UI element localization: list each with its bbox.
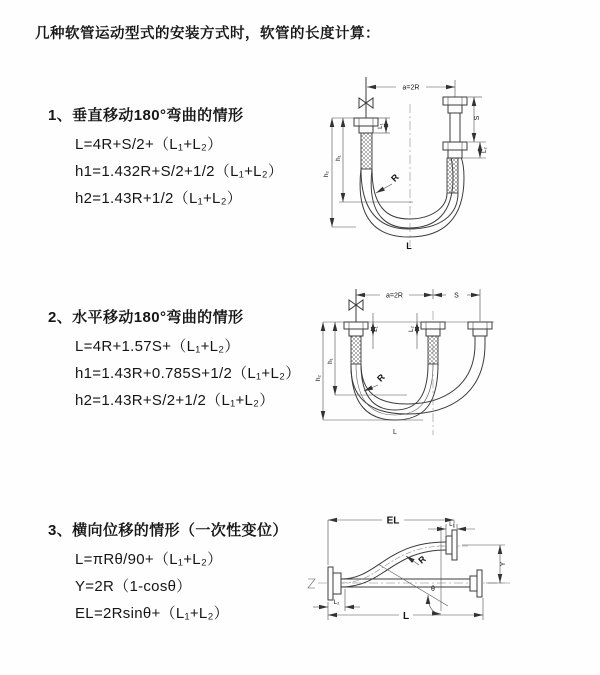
section-1-heading: 1、垂直移动180°弯曲的情形	[48, 107, 244, 124]
radius-leader	[376, 172, 401, 193]
svg-text:h₂: h₂	[315, 375, 322, 381]
svg-text:h₁: h₁	[327, 358, 334, 364]
svg-text:L: L	[402, 611, 410, 622]
formula-length: L=4R+1.57S+（L₁+L₂）	[75, 338, 240, 355]
theta-label: θ	[431, 586, 435, 593]
svg-text:S: S	[454, 292, 459, 300]
svg-text:a=2R: a=2R	[386, 292, 403, 300]
length-label: L	[406, 241, 412, 251]
svg-text:L₂: L₂	[333, 599, 340, 606]
radius-leader	[406, 553, 428, 565]
braid-sleeve	[447, 158, 458, 193]
svg-text:L₁: L₁	[449, 521, 455, 528]
formula-h1: h1=1.432R+S/2+1/2（L₁+L₂）	[75, 163, 284, 180]
left-flange	[328, 567, 341, 600]
svg-text:h₂: h₂	[323, 171, 330, 177]
formula-h2: h2=1.43R+S/2+1/2（L₁+L₂）	[75, 392, 275, 409]
svg-text:R: R	[389, 172, 401, 184]
left-fitting	[344, 322, 368, 364]
dimension-l1	[372, 313, 379, 349]
section-3-heading: 3、横向位移的情形（一次性变位）	[48, 522, 288, 539]
length-label: L	[393, 429, 397, 436]
section-vertical-180	[48, 104, 283, 217]
s-curve-hose	[341, 530, 457, 587]
middle-fitting	[421, 322, 445, 364]
svg-text:h₁: h₁	[335, 155, 342, 161]
right-fitting	[468, 322, 492, 344]
upper-flange	[452, 530, 457, 560]
dimension-l	[328, 598, 483, 622]
dimension-el	[328, 516, 454, 566]
svg-text:a=2R: a=2R	[402, 84, 420, 92]
section-lateral-displacement	[48, 519, 288, 632]
dimension-y	[462, 545, 507, 583]
right-fitting	[443, 97, 467, 193]
diagram-vertical-180-bend	[310, 72, 600, 262]
formula-length: L=πRθ/90+（L₁+L₂）	[75, 551, 223, 568]
braid-sleeve	[351, 336, 361, 364]
formula-h2: h2=1.43R+1/2（L₁+L₂）	[75, 190, 243, 207]
svg-text:L₁: L₁	[377, 123, 384, 129]
valve-icon	[349, 289, 363, 322]
construction-lines	[378, 526, 448, 614]
braid-sleeve	[361, 133, 372, 169]
diagram-lateral-displacement	[300, 502, 600, 657]
svg-text:L₁: L₁	[372, 326, 379, 332]
hose-u-bends	[351, 344, 485, 420]
dimension-h1	[327, 322, 407, 395]
dimension-h2	[323, 118, 356, 227]
formula-length: L=4R+S/2+（L₁+L₂）	[75, 136, 223, 153]
valve-icon	[359, 77, 373, 118]
left-fitting	[354, 118, 378, 169]
diagram-horizontal-180-bend	[310, 283, 600, 451]
svg-text:R: R	[416, 553, 428, 566]
dimension-l2	[408, 313, 417, 349]
svg-text:L₂: L₂	[481, 147, 488, 153]
formula-h1: h1=1.43R+0.785S+1/2（L₁+L₂）	[75, 365, 301, 382]
centerline-mark	[308, 579, 315, 588]
section-2-heading: 2、水平移动180°弯曲的情形	[48, 309, 244, 326]
formula-el: EL=2Rsinθ+（L₁+L₂）	[75, 605, 229, 622]
svg-text:EL: EL	[386, 515, 400, 527]
dimension-a2r	[356, 289, 433, 300]
svg-text:L₂: L₂	[408, 326, 415, 332]
dimension-s	[433, 289, 480, 321]
svg-text:S: S	[474, 115, 481, 121]
formula-y: Y=2R（1-cosθ）	[75, 578, 192, 595]
svg-text:Y: Y	[500, 561, 507, 567]
page-title: 几种软管运动型式的安装方式时，软管的长度计算：	[35, 26, 380, 42]
upper-hub	[446, 536, 452, 554]
braid-sleeve	[428, 336, 438, 364]
section-horizontal-180	[48, 306, 301, 419]
svg-text:R: R	[375, 372, 387, 384]
dimension-a2r	[367, 80, 455, 97]
right-flange	[477, 570, 482, 597]
